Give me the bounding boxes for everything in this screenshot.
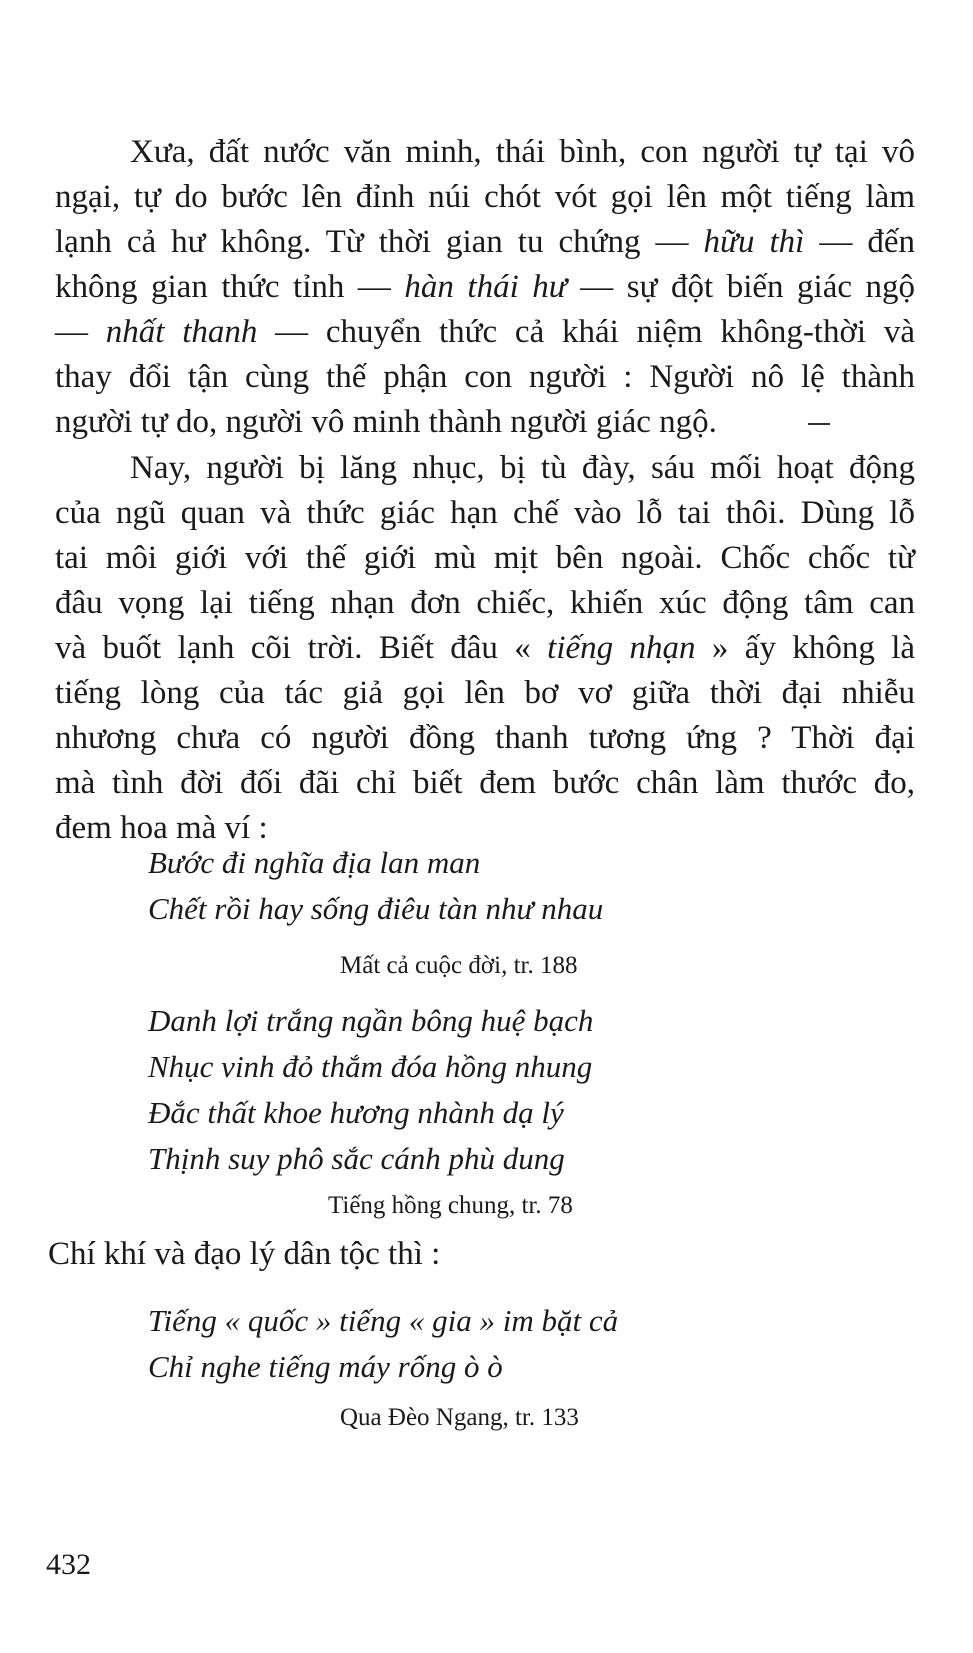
verse-2	[148, 998, 593, 1182]
text-line: người tự do, người vô minh thành người giác ngộ.	[55, 404, 717, 440]
text-line: mà tình đời đối đãi chỉ biết đem bước chân làm thước đo,	[55, 765, 915, 801]
page-number: 432	[46, 1548, 91, 1581]
text-line: lạnh cả hư không. Từ thời gian tu chứng — hữu thì — đến	[55, 224, 915, 260]
text-line: tiếng lòng của tác giả gọi lên bơ vơ giữa thời đại nhiễu	[55, 675, 915, 711]
text-line: của ngũ quan và thức giác hạn chế vào lỗ tai thôi. Dùng lỗ	[55, 495, 915, 531]
verse-line: Chỉ nghe tiếng máy rống ò ò	[148, 1349, 503, 1384]
intro-line: Chí khí và đạo lý dân tộc thì :	[48, 1236, 441, 1272]
verse-line: Bước đi nghĩa địa lan man	[148, 845, 481, 880]
verse-3-citation: Qua Đèo Ngang, tr. 133	[340, 1404, 579, 1431]
verse-3	[148, 1298, 618, 1390]
verse-1	[148, 840, 603, 932]
text-line: thay đổi tận cùng thế phận con người : Người nô lệ thành	[55, 359, 915, 395]
text-line: ngại, tự do bước lên đỉnh núi chót vót gọi lên một tiếng làm	[55, 179, 915, 215]
verse-line: Thịnh suy phô sắc cánh phù dung	[148, 1141, 565, 1176]
text-line: đem hoa mà ví :	[55, 810, 268, 846]
text-line: tai môi giới với thế giới mù mịt bên ngoài. Chốc chốc từ	[55, 540, 915, 576]
verse-line: Tiếng « quốc » tiếng « gia » im bặt cả	[148, 1303, 619, 1338]
ink-mark	[808, 423, 830, 425]
text-line: và buốt lạnh cõi trời. Biết đâu « tiếng nhạn » ấy không là	[55, 630, 916, 666]
paragraph-1	[55, 130, 915, 445]
text-line: không gian thức tỉnh — hàn thái hư — sự đột biến giác ngộ	[55, 269, 915, 305]
paragraph-2	[55, 446, 915, 851]
verse-line: Nhục vinh đỏ thắm đóa hồng nhung	[148, 1049, 593, 1084]
text-line: — nhất thanh — chuyển thức cả khái niệm không-thời và	[55, 314, 916, 350]
text-line: nhương chưa có người đồng thanh tương ứng ? Thời đại	[55, 720, 915, 756]
text-line: đâu vọng lại tiếng nhạn đơn chiếc, khiến xúc động tâm can	[55, 585, 915, 621]
verse-line: Chết rồi hay sống điêu tàn như nhau	[148, 891, 604, 926]
text-line: Nay, người bị lăng nhục, bị tù đày, sáu mối hoạt động	[130, 450, 915, 486]
verse-line: Danh lợi trắng ngần bông huệ bạch	[148, 1003, 594, 1038]
verse-line: Đắc thất khoe hương nhành dạ lý	[148, 1095, 564, 1130]
verse-1-citation: Mất cả cuộc đời, tr. 188	[340, 952, 578, 979]
text-line: Xưa, đất nước văn minh, thái bình, con người tự tại vô	[130, 134, 915, 170]
verse-2-citation: Tiếng hồng chung, tr. 78	[328, 1192, 573, 1219]
